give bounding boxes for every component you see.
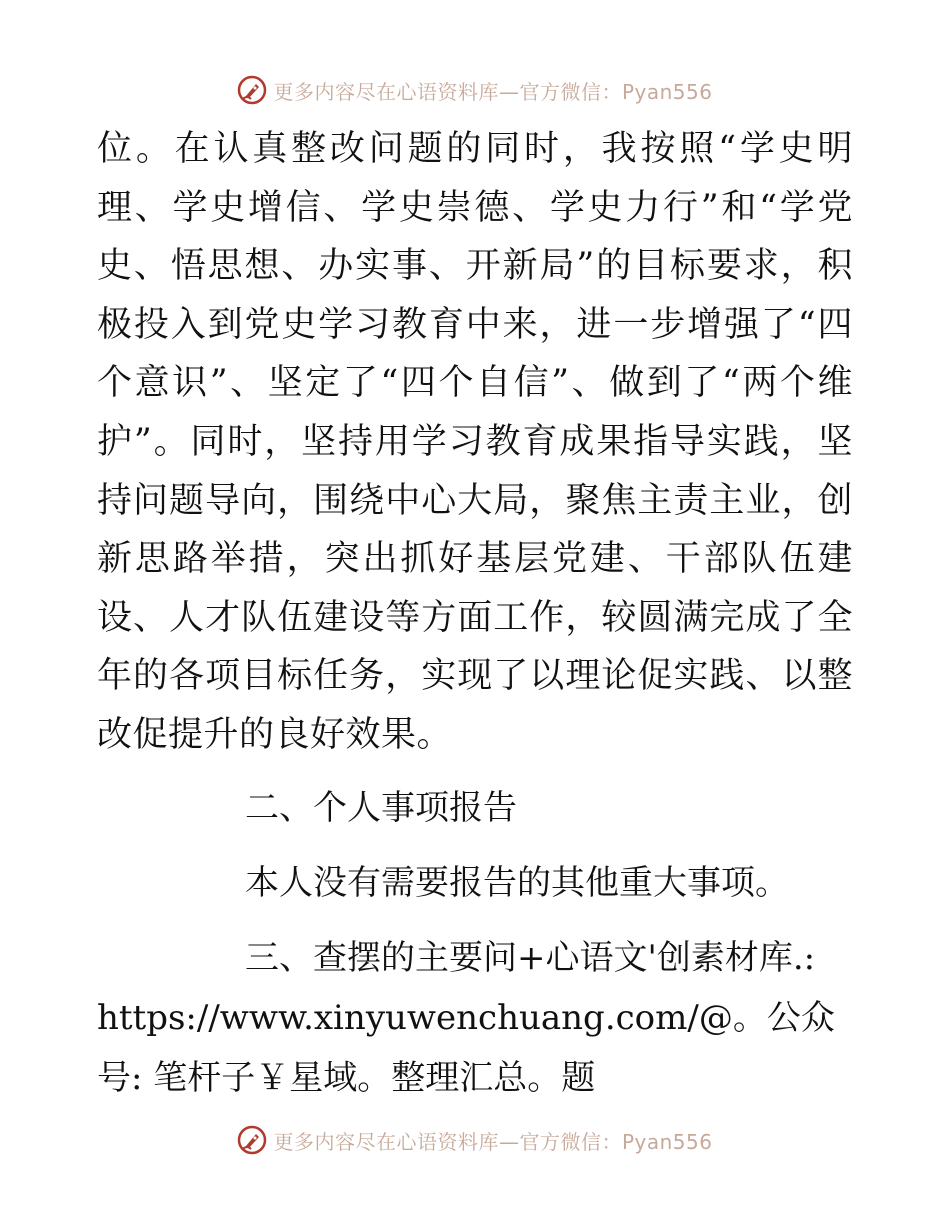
section-paragraph-problems [97, 928, 853, 1108]
footer-watermark-text: 更多内容尽在心语资料库—官方微信：Pyan556 [273, 1129, 713, 1154]
footer-watermark-banner [0, 1120, 950, 1160]
body-paragraph: 位。在认真整改问题的同时，我按照“学史明理、学史增信、学史崇德、学史力行”和“学党史、悟思想、办实事、开新局”的目标要求，积极投入到党史学习教育中来，进一步增强了“四个意识”、坚定了“四个自信”、做到了“两个维护”。同时，坚持用学习教育成果指导实践，坚持问题导向，围绕中心大局，聚焦主责主业，创新思路举措，突出抓好基层党建、干部队伍建设、人才队伍建设等方面工作，较圆满完成了全年的各项目标任务，实现了以理论促实践、以整改促提升的良好效果。 [97, 129, 853, 755]
pen-nib-logo-icon [237, 1125, 267, 1155]
section-heading-personal-matters: 二、个人事项报告 [245, 788, 517, 828]
section-paragraph-problems-text: 三、查摆的主要问+心语文'创素材库.: https://www.xinyuwenchuang.com/@。公众号: 笔杆子￥星域。整理汇总。题 [97, 938, 835, 1098]
header-watermark-banner [0, 70, 950, 110]
section-text-no-report: 本人没有需要报告的其他重大事项。 [245, 863, 789, 903]
pen-nib-logo-icon [237, 75, 267, 105]
header-watermark-text: 更多内容尽在心语资料库—官方微信：Pyan556 [273, 79, 713, 104]
